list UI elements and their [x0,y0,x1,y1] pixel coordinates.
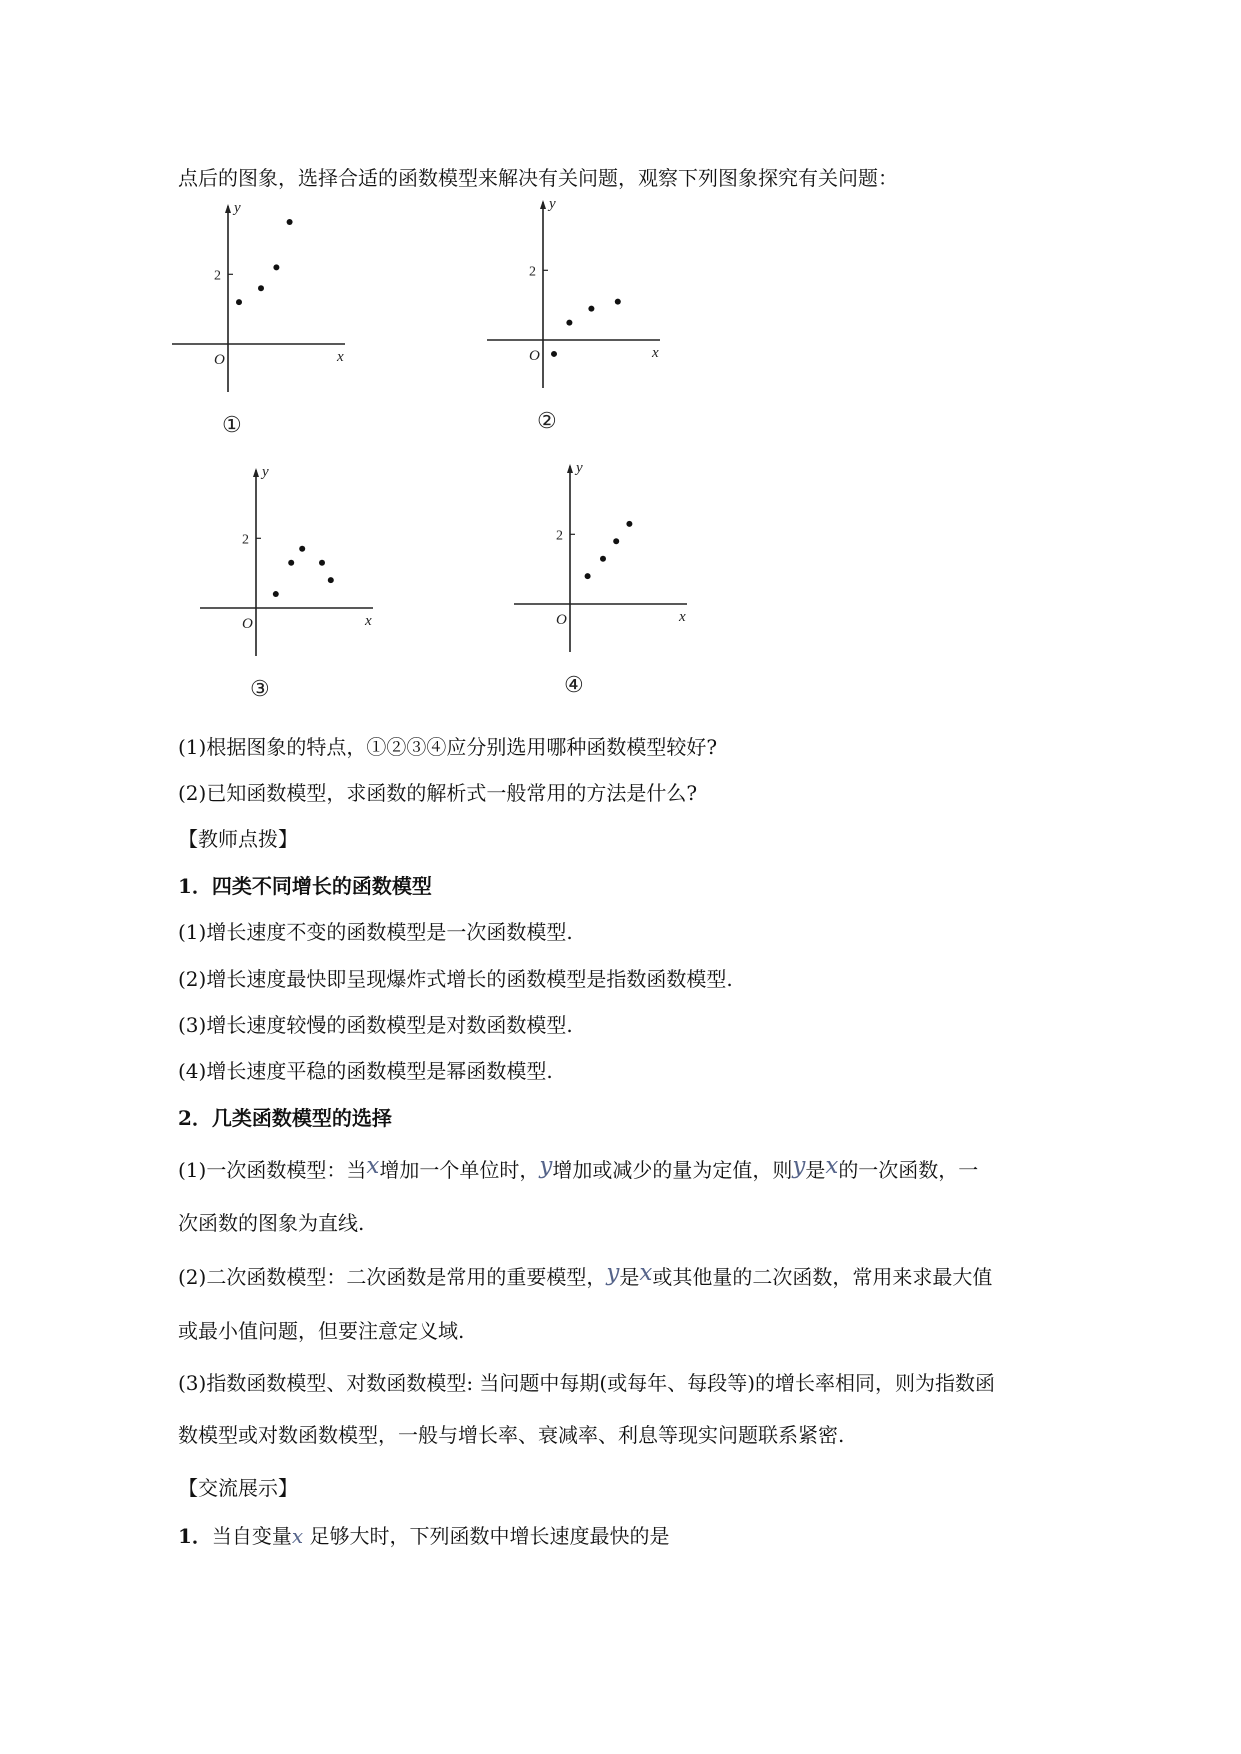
figure-caption: ① [222,412,242,437]
data-point [299,546,305,552]
figure-caption: ④ [564,672,584,697]
y-tick-label: 2 [242,532,249,548]
text: 或其他量的二次函数，常用来求最大值 [652,1265,993,1289]
data-point [273,264,279,270]
data-point [585,573,591,579]
scatter-figure-4 [522,460,722,714]
intro-text: 点后的图象，选择合适的函数模型来解决有关问题，观察下列图象探究有关问题： [178,166,898,190]
y-axis-arrow [567,464,573,473]
math-variable-y: y [792,1153,806,1179]
text: 是 [619,1265,640,1289]
origin-label: O [214,352,225,368]
data-point [273,591,279,597]
math-variable-x: x [825,1153,839,1179]
y-axis-label: y [262,464,269,480]
paragraph-linear-model-cont: 次函数的图象为直线. [178,1211,365,1235]
y-tick-label: 2 [214,268,221,284]
x-axis-label: x [365,613,372,629]
y-axis-arrow [540,200,546,209]
math-variable-x: x [639,1260,653,1286]
figure-caption: ② [537,408,557,433]
teacher-heading: 【教师点拨】 [178,827,298,851]
x-axis-label: x [652,345,659,361]
data-point [566,320,572,326]
text: 增加或减少的量为定值，则 [552,1158,793,1182]
data-point [287,219,293,225]
section-1-item-2: (2)增长速度最快即呈现爆炸式增长的函数模型是指数函数模型. [178,967,733,991]
paragraph-exp-log-model-cont: 数模型或对数函数模型，一般与增长率、衰减率、利息等现实问题联系紧密. [178,1423,845,1447]
data-point [319,560,325,566]
text: 当自变量 [211,1524,292,1548]
y-tick-label: 2 [529,264,536,280]
question-1: (1)根据图象的特点，①②③④应分别选用哪种函数模型较好? [178,735,718,759]
y-tick-label: 2 [556,528,563,544]
y-axis-label: y [234,200,241,216]
math-variable-y: y [539,1153,553,1179]
math-variable-x: x [366,1153,380,1179]
text: 是 [805,1158,826,1182]
exchange-heading: 【交流展示】 [178,1476,298,1500]
data-point [258,285,264,291]
origin-label: O [556,612,567,628]
question-2: (2)已知函数模型，求函数的解析式一般常用的方法是什么? [178,781,698,805]
data-point [328,577,334,583]
text: 的一次函数，一 [838,1158,979,1182]
data-point [551,351,557,357]
section-1-item-1: (1)增长速度不变的函数模型是一次函数模型. [178,920,573,944]
section-2-title: 2．几类函数模型的选择 [178,1106,392,1130]
scatter-figure-3 [208,464,408,718]
text: 足够大时，下列函数中增长速度最快的是 [303,1524,670,1548]
text: (1)一次函数模型：当 [178,1158,367,1182]
paragraph-quadratic-model [178,1260,993,1291]
section-1-item-3: (3)增长速度较慢的函数模型是对数函数模型. [178,1013,573,1037]
origin-label: O [529,348,540,364]
origin-label: O [242,616,253,632]
paragraph-linear-model [178,1153,979,1184]
final-question [178,1522,670,1550]
paragraph-quadratic-model-cont: 或最小值问题，但要注意定义域. [178,1319,465,1343]
data-point [615,299,621,305]
section-1-title: 1．四类不同增长的函数模型 [178,874,432,898]
math-variable-y: y [606,1260,620,1286]
scatter-figure-1 [180,200,380,454]
y-axis-label: y [549,196,556,212]
data-point [288,560,294,566]
math-variable-x: x [291,1524,304,1548]
data-point [588,306,594,312]
x-axis-label: x [337,349,344,365]
data-point [236,299,242,305]
x-axis-label: x [679,609,686,625]
paragraph-exp-log-model: (3)指数函数模型、对数函数模型: 当问题中每期(或每年、每段等)的增长率相同，则为指数函 [178,1371,996,1395]
data-point [600,556,606,562]
y-axis-arrow [253,468,259,477]
text: 增加一个单位时， [379,1158,540,1182]
question-number: 1． [178,1524,212,1548]
y-axis-arrow [225,204,231,213]
section-1-item-4: (4)增长速度平稳的函数模型是幂函数模型. [178,1059,553,1083]
data-point [613,538,619,544]
y-axis-label: y [576,460,583,476]
text: (2)二次函数模型：二次函数是常用的重要模型， [178,1265,607,1289]
figure-caption: ③ [250,676,270,701]
scatter-figure-2 [495,196,695,450]
data-point [626,521,632,527]
